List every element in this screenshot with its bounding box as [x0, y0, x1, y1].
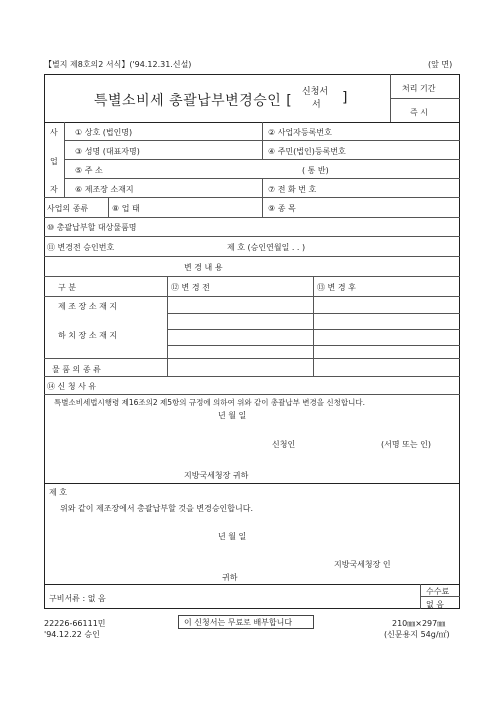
title-bracket-bottom: 서: [312, 100, 321, 110]
reason-label: ⑭ 신 청 사 유: [47, 382, 97, 391]
fee-label: 수수료: [426, 587, 450, 596]
row-factory: 제 조 장 소 재 지: [58, 302, 118, 311]
form-code: 22226-66111민: [44, 619, 106, 628]
declaration-addressee: 지방국세청장 귀하: [184, 471, 249, 480]
representative-label: ③ 성명 (대표자명): [75, 147, 140, 156]
business-reg-no-label: ② 사업자등록번호: [268, 128, 332, 137]
approval-addressee: 귀하: [222, 573, 238, 582]
applicant-label: 신청인: [272, 440, 296, 449]
section-label-3: 자: [50, 185, 58, 194]
row-goods: 물 품 의 종 류: [52, 365, 101, 374]
processing-period-value: 즉 시: [410, 108, 428, 117]
page-side: (앞 면): [428, 60, 453, 69]
form-approved: '94.12.22 승인: [44, 630, 100, 639]
section-label-1: 사: [50, 128, 58, 137]
col-before: ⑫ 변 경 전: [171, 283, 210, 292]
notice-box: [178, 615, 314, 629]
trade-name-label: ① 상호 (법인명): [75, 128, 133, 137]
processing-period-label: 처리 기간: [402, 84, 436, 93]
row-storage: 하 치 장 소 재 지: [58, 331, 118, 340]
section-label-2: 업: [50, 157, 58, 166]
title-bracket-close: ]: [342, 90, 348, 106]
approval-issuer: 지방국세청장 인: [334, 560, 391, 569]
address-label: ⑤ 주 소: [75, 166, 103, 175]
prior-approval-label: ⑪ 변경전 승인번호: [47, 243, 115, 252]
approval-date: 년 월 일: [218, 532, 247, 541]
goods-label: ⑩ 총괄납부할 대상물품명: [47, 223, 137, 232]
signature-label: (서명 또는 인): [381, 440, 431, 449]
tong-ban-label: ( 통 반): [302, 166, 329, 175]
paper-type: (신문용지 54g/㎡): [384, 630, 450, 639]
factory-location-label: ⑥ 제조장 소재지: [75, 185, 134, 194]
free-distribution-notice: 이 신청서는 무료로 배부합니다: [184, 618, 293, 627]
phone-label: ⑦ 전 화 번 호: [268, 185, 317, 194]
form-title: 특별소비세 총괄납부변경승인 [: [94, 93, 293, 109]
title-bracket-top: 신청서: [302, 87, 329, 97]
form-number: 【별지 제8호의2 서식】('94.12.31.신설): [44, 60, 192, 69]
declaration-date: 년 월 일: [218, 411, 247, 420]
required-documents: 구비서류 : 없 음: [49, 594, 106, 603]
resident-no-label: ④ 주민(법인)등록번호: [268, 147, 346, 156]
business-type-label: 사업의 종류: [47, 204, 89, 213]
approval-number-label: 제 호 (승인연월일 . . ): [227, 243, 306, 252]
declaration-statement: 특별소비세법시행령 제16조의2 제5항의 규정에 의하여 위와 같이 총괄납부 변경을 신청합니다.: [54, 398, 365, 407]
approval-number: 제 호: [49, 488, 67, 497]
change-section-title: 변 경 내 용: [184, 263, 223, 272]
business-category-label: ⑧ 업 태: [112, 204, 140, 213]
paper-size: 210㎜×297㎜: [392, 619, 446, 628]
col-after: ⑬ 변 경 후: [317, 283, 356, 292]
col-category: 구 분: [58, 283, 76, 292]
fee-value: 없 음: [426, 600, 444, 609]
approval-statement: 위와 같이 제조장에서 총괄납부할 것을 변경승인합니다.: [60, 504, 253, 513]
business-item-label: ⑨ 종 목: [268, 204, 296, 213]
